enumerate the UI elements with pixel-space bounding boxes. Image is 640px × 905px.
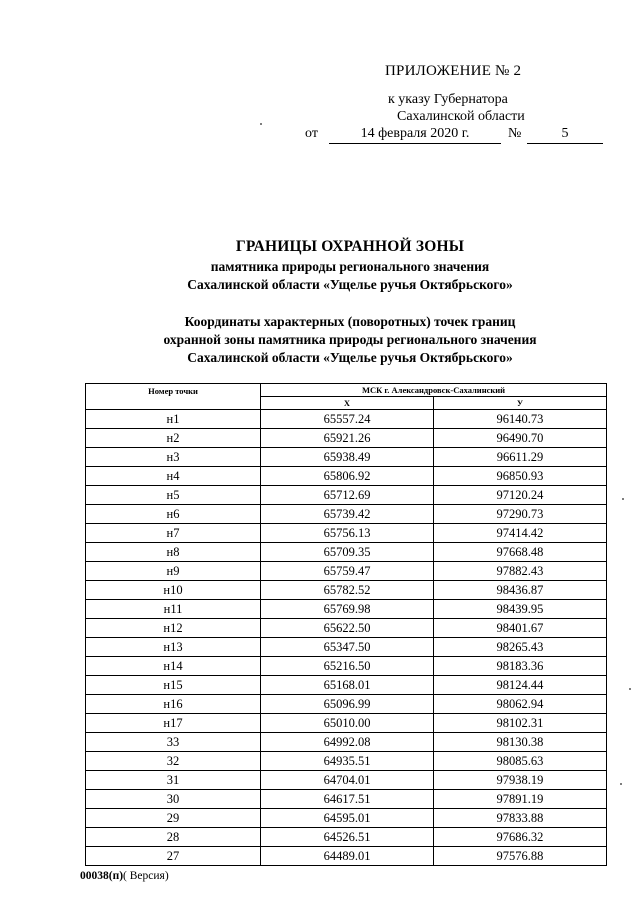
table-row	[86, 505, 607, 524]
decree-date-row	[305, 126, 605, 146]
x-cell: 64526.51	[261, 828, 434, 847]
table-row	[86, 790, 607, 809]
point-cell: н2	[86, 429, 261, 448]
table-row	[86, 467, 607, 486]
point-cell: 30	[86, 790, 261, 809]
table-row	[86, 600, 607, 619]
y-cell: 97414.42	[433, 524, 606, 543]
document-title: ГРАНИЦЫ ОХРАННОЙ ЗОНЫ	[235, 238, 465, 255]
point-cell: н12	[86, 619, 261, 638]
x-cell: 65168.01	[261, 676, 434, 695]
y-cell: 96490.70	[433, 429, 606, 448]
x-cell: 65622.50	[261, 619, 434, 638]
from-label: от	[305, 126, 318, 141]
x-cell: 65096.99	[261, 695, 434, 714]
x-cell: 65010.00	[261, 714, 434, 733]
table-row	[86, 714, 607, 733]
point-cell: н8	[86, 543, 261, 562]
y-cell: 96611.29	[433, 448, 606, 467]
table-row	[86, 733, 607, 752]
coordinates-table-body	[86, 410, 607, 866]
table-row	[86, 486, 607, 505]
x-cell: 64704.01	[261, 771, 434, 790]
x-cell: 65709.35	[261, 543, 434, 562]
point-cell: н7	[86, 524, 261, 543]
x-cell: 65806.92	[261, 467, 434, 486]
table-row	[86, 828, 607, 847]
y-cell: 97120.24	[433, 486, 606, 505]
document-title-line3: Сахалинской области «Ущелье ручья Октябрьского»	[187, 277, 513, 292]
document-footer	[80, 870, 169, 882]
table-row	[86, 695, 607, 714]
y-cell: 97686.32	[433, 828, 606, 847]
table-row	[86, 752, 607, 771]
x-cell: 65921.26	[261, 429, 434, 448]
table-row	[86, 657, 607, 676]
table-row	[86, 676, 607, 695]
y-cell: 96140.73	[433, 410, 606, 429]
x-cell: 64489.01	[261, 847, 434, 866]
document-version: ( Версия)	[123, 870, 169, 882]
table-row	[86, 543, 607, 562]
point-cell: н17	[86, 714, 261, 733]
x-cell: 64617.51	[261, 790, 434, 809]
point-cell: н14	[86, 657, 261, 676]
y-cell: 98265.43	[433, 638, 606, 657]
table-caption-line1: Координаты характерных (поворотных) точек границ	[184, 314, 516, 329]
table-row	[86, 619, 607, 638]
point-cell: н16	[86, 695, 261, 714]
point-cell: 29	[86, 809, 261, 828]
document-code: 00038(п)	[80, 870, 124, 882]
point-cell: н15	[86, 676, 261, 695]
column-header-coordinate-system: МСК г. Александровск-Сахалинский	[261, 384, 607, 397]
point-cell: н13	[86, 638, 261, 657]
table-caption-line3: Сахалинской области «Ущелье ручья Октябрьского»	[187, 350, 513, 365]
x-cell: 65782.52	[261, 581, 434, 600]
scan-speck	[622, 498, 624, 500]
table-row	[86, 847, 607, 866]
point-cell: н5	[86, 486, 261, 505]
coordinates-table	[85, 383, 607, 866]
table-row	[86, 410, 607, 429]
point-cell: 33	[86, 733, 261, 752]
x-cell: 65759.47	[261, 562, 434, 581]
y-cell: 97668.48	[433, 543, 606, 562]
y-cell: 97576.88	[433, 847, 606, 866]
table-row	[86, 581, 607, 600]
decree-reference-line2: Сахалинской области	[397, 109, 525, 124]
x-cell: 64992.08	[261, 733, 434, 752]
x-cell: 65938.49	[261, 448, 434, 467]
y-cell: 97833.88	[433, 809, 606, 828]
table-row	[86, 429, 607, 448]
x-cell: 65557.24	[261, 410, 434, 429]
decree-number: 5	[527, 126, 603, 144]
scan-speck	[260, 123, 262, 125]
y-cell: 98130.38	[433, 733, 606, 752]
point-cell: н9	[86, 562, 261, 581]
y-cell: 97882.43	[433, 562, 606, 581]
x-cell: 65739.42	[261, 505, 434, 524]
table-row	[86, 809, 607, 828]
y-cell: 98102.31	[433, 714, 606, 733]
y-cell: 98436.87	[433, 581, 606, 600]
x-cell: 65769.98	[261, 600, 434, 619]
table-row	[86, 524, 607, 543]
table-row	[86, 638, 607, 657]
table-caption-line2: охранной зоны памятника природы регионального значения	[163, 332, 537, 347]
table-row	[86, 448, 607, 467]
column-header-y: У	[433, 397, 606, 410]
point-cell: 27	[86, 847, 261, 866]
y-cell: 97938.19	[433, 771, 606, 790]
point-cell: н10	[86, 581, 261, 600]
table-row	[86, 771, 607, 790]
y-cell: 97290.73	[433, 505, 606, 524]
y-cell: 98085.63	[433, 752, 606, 771]
table-header-row	[86, 384, 607, 397]
decree-reference-line1: к указу Губернатора	[388, 92, 508, 107]
appendix-heading: ПРИЛОЖЕНИЕ № 2	[385, 63, 522, 79]
point-cell: н11	[86, 600, 261, 619]
point-cell: н6	[86, 505, 261, 524]
point-cell: н3	[86, 448, 261, 467]
document-title-line2: памятника природы регионального значения	[210, 259, 490, 274]
x-cell: 65756.13	[261, 524, 434, 543]
y-cell: 97891.19	[433, 790, 606, 809]
x-cell: 65712.69	[261, 486, 434, 505]
x-cell: 64935.51	[261, 752, 434, 771]
point-cell: н1	[86, 410, 261, 429]
decree-date: 14 февраля 2020 г.	[329, 126, 501, 144]
x-cell: 64595.01	[261, 809, 434, 828]
point-cell: 28	[86, 828, 261, 847]
y-cell: 98062.94	[433, 695, 606, 714]
y-cell: 98124.44	[433, 676, 606, 695]
column-header-x: X	[261, 397, 434, 410]
y-cell: 98439.95	[433, 600, 606, 619]
scan-speck	[620, 783, 622, 785]
point-cell: н4	[86, 467, 261, 486]
y-cell: 96850.93	[433, 467, 606, 486]
column-header-point: Номер точки	[86, 384, 261, 410]
y-cell: 98183.36	[433, 657, 606, 676]
scan-speck	[629, 688, 631, 690]
table-row	[86, 562, 607, 581]
x-cell: 65347.50	[261, 638, 434, 657]
number-label: №	[508, 126, 522, 141]
point-cell: 32	[86, 752, 261, 771]
point-cell: 31	[86, 771, 261, 790]
x-cell: 65216.50	[261, 657, 434, 676]
y-cell: 98401.67	[433, 619, 606, 638]
